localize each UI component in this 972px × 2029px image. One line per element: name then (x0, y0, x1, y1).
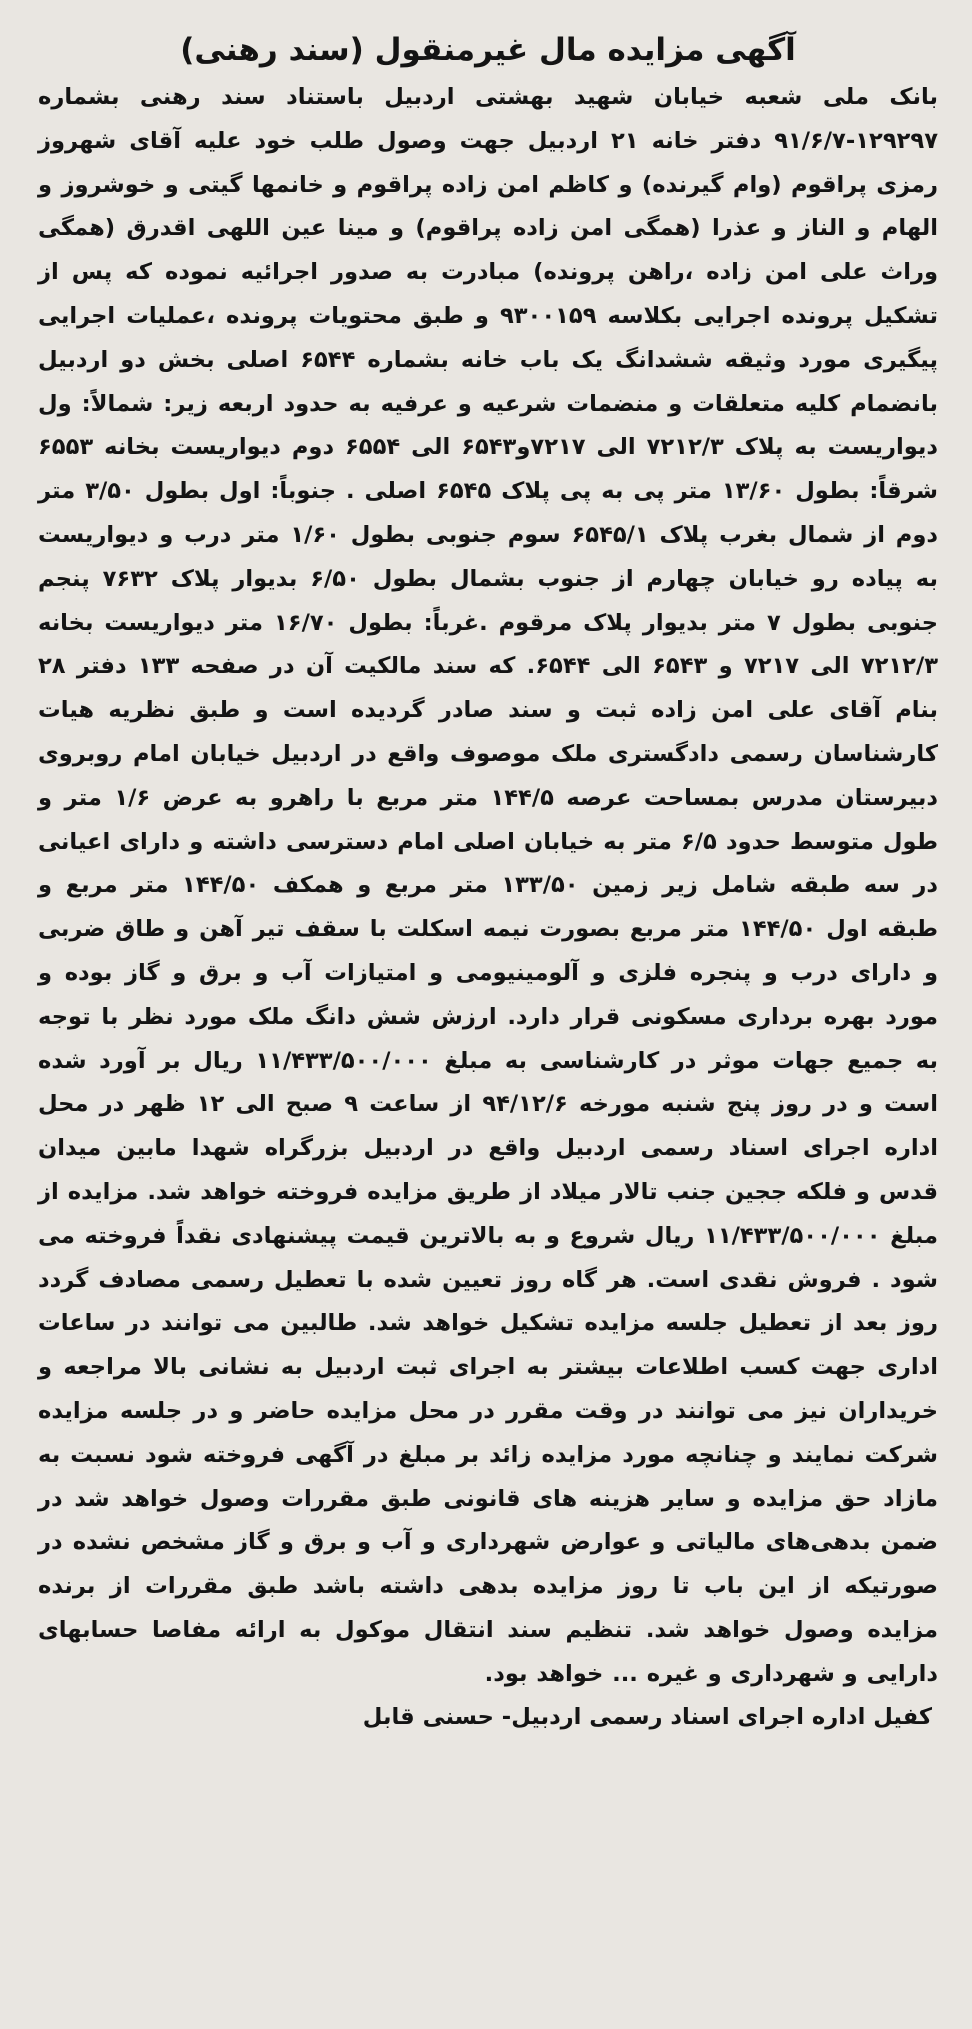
notice-title: آگهی مزایده مال غیرمنقول (سند رهنی) (180, 32, 796, 68)
notice-signature: کفیل اداره اجرای اسناد رسمی اردبیل- حسنی قابل (362, 1704, 932, 1731)
notice-body: بانک ملی شعبه خیابان شهید بهشتی اردبیل باستناد سند رهنی بشماره ۱۲۹۲۹۷-۹۱/۶/۷ دفتر خانه ۲۱ اردبیل جهت وصول طلب خود علیه آقای شهروز رمزی پراقوم (وام گیرنده) و کاظم امن زاده پراقوم و خانمها گیتی و خوشروز و الهام و الناز و عذرا (همگی امن زاده پراقوم) و مینا عین اللهی اقدرق (همگی وراث علی امن زاده ،راهن پرونده) مبادرت به صدور اجرائیه نموده که پس از تشکیل پرونده اجرایی بکلاسه ۹۳۰۰۱۵۹ و طبق محتویات پرونده ،عملیات اجرایی پیگیری مورد وثیقه ششدانگ یک باب خانه بشماره ۶۵۴۴ اصلی بخش دو اردبیل بانضمام کلیه متعلقات و منضمات شرعیه و عرفیه به حدود اربعه زیر: شمالاً: ول دیواریست به پلاک ۷۲۱۲/۳ الی ۷۲۱۷و۶۵۴۳ الی ۶۵۵۴ دوم دیواریست بخانه ۶۵۵۳ شرقاً: بطول ۱۳/۶۰ متر پی به پی پلاک ۶۵۴۵ اصلی . جنوباً: اول بطول ۳/۵۰ متر دوم از شمال بغرب پلاک ۶۵۴۵/۱ سوم جنوبی بطول ۱/۶۰ متر درب و دیواریست به پیاده رو خیابان چهارم از جنوب بشمال بطول ۶/۵۰ بدیوار پلاک ۷۶۳۲ پنجم جنوبی بطول ۷ متر بدیوار پلاک مرقوم .غرباً: بطول ۱۶/۷۰ متر دیواریست بخانه ۷۲۱۲/۳ الی ۷۲۱۷ و ۶۵۴۳ الی ۶۵۴۴. که سند مالکیت آن در صفحه ۱۳۳ دفتر ۲۸ بنام آقای علی امن زاده ثبت و سند صادر گردیده است و طبق نظریه هیات کارشناسان رسمی دادگستری ملک موصوف واقع در اردبیل خیابان امام روبروی دبیرستان مدرس بمساحت عرصه ۱۴۴/۵ متر مربع با راهرو به عرض ۱/۶ متر و طول متوسط حدود ۶/۵ متر به خیابان اصلی امام دسترسی داشته و دارای اعیانی در سه طبقه شامل زیر زمین ۱۳۳/۵۰ متر مربع و همکف ۱۴۴/۵۰ متر مربع و طبقه اول ۱۴۴/۵۰ متر مربع بصورت نیمه اسکلت با سقف تیر آهن و طاق ضربی و دارای درب و پنجره فلزی و آلومینیومی و امتیازات آب و برق و گاز بوده و مورد بهره برداری مسکونی قرار دارد. ارزش شش دانگ ملک مورد نظر با توجه به جمیع جهات موثر در کارشناسی به مبلغ ۱۱/۴۳۳/۵۰۰/۰۰۰ ریال بر آورد شده است و در روز پنج شنبه مورخه ۹۴/۱۲/۶ از ساعت ۹ صبح الی ۱۲ ظهر در محل اداره اجرای اسناد رسمی اردبیل واقع در اردبیل بزرگراه شهدا مابین میدان قدس و فلکه ججین جنب تالار میلاد از طریق مزایده فروخته خواهد شد. مزایده از مبلغ ۱۱/۴۳۳/۵۰۰/۰۰۰ ریال شروع و به بالاترین قیمت پیشنهادی نقداً فروخته می شود . فروش نقدی است. هر گاه روز تعیین شده با تعطیل رسمی مصادف گردد روز بعد از تعطیل جلسه مزایده تشکیل خواهد شد. طالبین می توانند در ساعات اداری جهت کسب اطلاعات بیشتر به اجرای ثبت اردبیل به نشانی بالا مراجعه و خریداران نیز می توانند در وقت مقرر در محل مزایده حاضر و در جلسه مزایده شرکت نمایند و چنانچه مورد مزایده زائد بر مبلغ در آگهی فروخته شود نسبت به مازاد حق مزایده و سایر هزینه های قانونی طبق مقررات وصول خواهد شد در ضمن بدهی‌های مالیاتی و عوارض شهرداری و آب و برق و گاز مشخص نشده در صورتیکه از این باب تا روز مزایده بدهی داشته باشد طبق مقررات از برنده مزایده وصول خواهد شد. تنظیم سند انتقال موکول به ارائه مفاصا حسابهای دارایی و شهرداری و غیره ... خواهد بود. (38, 84, 939, 1687)
